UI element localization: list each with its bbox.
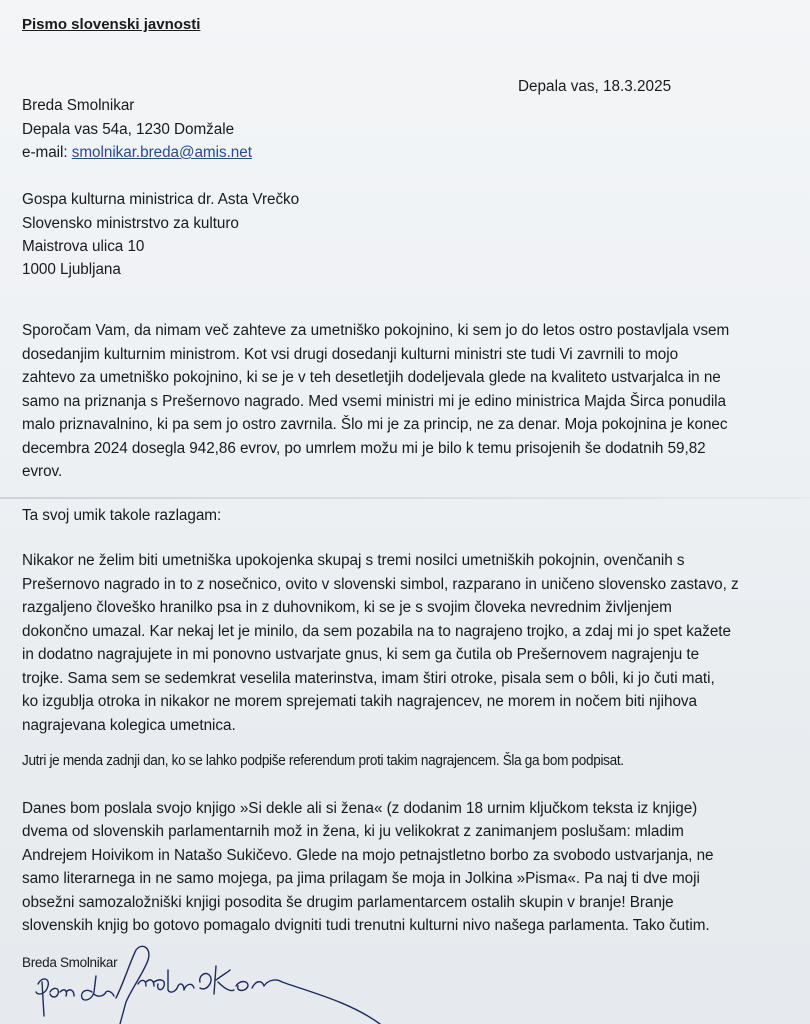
paragraph-1-line: Sporočam Vam, da nimam več zahteve za umetniško pokojnino, ki sem jo do letos ostro postavljala vsem [22, 322, 730, 339]
sender-address: Depala vas 54a, 1230 Domžale [22, 121, 235, 138]
paragraph-2-line: nagrajevana kolegica umetnica. [22, 717, 236, 734]
paragraph-2-line: ko izgublja otroka in nikakor ne morem sprejemati takih nagrajencev, ne morem in nočem biti njihova [22, 693, 697, 710]
paragraph-2-line: Nikakor ne želim biti umetniška upokojenka skupaj s tremi nosilci umetniških pokojnin, ovenčanih s [22, 552, 685, 569]
closing-name: Breda Smolnikar [22, 955, 118, 970]
paragraph-1-line: decembra 2024 dosegla 942,86 evrov, po umrlem možu mi je bilo k temu prisojenih še dodatnih 59,82 [22, 440, 706, 457]
recipient-line: 1000 Ljubljana [22, 261, 121, 278]
paragraph-2-line: razgaljeno človeško hranilko psa in z duhovnikom, ki se je s svojim človeka nevrednim življenjem [22, 599, 672, 616]
paragraph-1-line: zahtevo za umetniško pokojnino, ki se je v teh desetletjih dodeljevala glede na kvaliteto ustvarjalca in ne [22, 369, 721, 386]
paragraph-2-line: Prešernovo nagrado in to z nosečnico, ovito v slovenski simbol, razparano in uničeno slovensko zastavo, z [22, 576, 739, 593]
paragraph-2-line: dokončno umazal. Kar nekaj let je minilo, da sem pozabila na to nagrajeno trojko, a zdaj mi jo spet kažete [22, 623, 731, 640]
email-link[interactable]: smolnikar.breda@amis.net [71, 144, 252, 161]
paper-fold-crease [0, 497, 810, 499]
paragraph-1-line: dosedanjim kulturnim ministrom. Kot vsi drugi dosedanji kulturni ministri ste tudi Vi zavrnili to mojo [22, 346, 679, 363]
paragraph-3: Jutri je menda zadnji dan, ko se lahko podpiše referendum proti takim nagrajencem. Šla ga bom podpisat. [22, 753, 624, 769]
recipient-line: Gospa kulturna ministrica dr. Asta Vrečko [22, 191, 300, 208]
paragraph-1-line: malo priznavalnino, ki pa sem jo ostro zavrnila. Šlo mi je za princip, ne za denar. Moja pokojnina je konec [22, 416, 728, 433]
place-date: Depala vas, 18.3.2025 [518, 78, 672, 95]
paragraph-4-line: dvema od slovenskih parlamentarnih mož in žena, ki ju velikokrat z zanimanjem poslušam: mladim [22, 823, 684, 840]
paragraph-2-line: in dodatno nagrajujete in mi ponovno ustvarjate gnus, ki sem ga čutila ob Prešernovem nagrajenju te [22, 646, 700, 663]
paragraph-1-line: evrov. [22, 463, 63, 480]
paragraph-4-line: Danes bom poslala svojo knjigo »Si dekle ali si žena« (z dodanim 18 urnim ključkom teksta iz knjige) [22, 800, 698, 817]
handwritten-signature [20, 942, 420, 1024]
paragraph-4-line: slovenskih knjig bo gotovo pomagalo dvigniti tudi trenutni kulturni nivo našega parlamenta. Tako čutim. [22, 917, 710, 934]
recipient-line: Maistrova ulica 10 [22, 238, 145, 255]
paragraph-4-line: samo literarnega in ne samo mojega, pa jima prilagam še moja in Jolkina »Pisma«. Pa naj ti dve moji [22, 870, 700, 887]
paragraph-4-line: Andrejem Hoivikom in Natašo Sukičevo. Glede na mojo petnajstletno borbo za svobodo ustvarjanja, ne [22, 847, 714, 864]
email-label: e-mail: [22, 144, 68, 161]
section-intro: Ta svoj umik takole razlagam: [22, 507, 222, 524]
recipient-line: Slovensko ministrstvo za kulturo [22, 215, 239, 232]
sender-name: Breda Smolnikar [22, 97, 135, 114]
sender-email-row [22, 143, 252, 162]
paragraph-2-line: trojke. Sama sem se sedemkrat veselila materinstva, imam štiri otroke, pisala sem o bôli, ki jo čuti mati, [22, 670, 715, 687]
paragraph-4-line: obsežni samozaložniški knjigi posodita še drugim parlamentarcem ostalih skupin v branje! Branje [22, 894, 674, 911]
letter-title: Pismo slovenski javnosti [22, 16, 201, 33]
paragraph-1-line: samo na priznanja s Prešernovo nagrado. Med vsemi ministri mi je edino ministrica Majda Širca ponudila [22, 393, 726, 410]
